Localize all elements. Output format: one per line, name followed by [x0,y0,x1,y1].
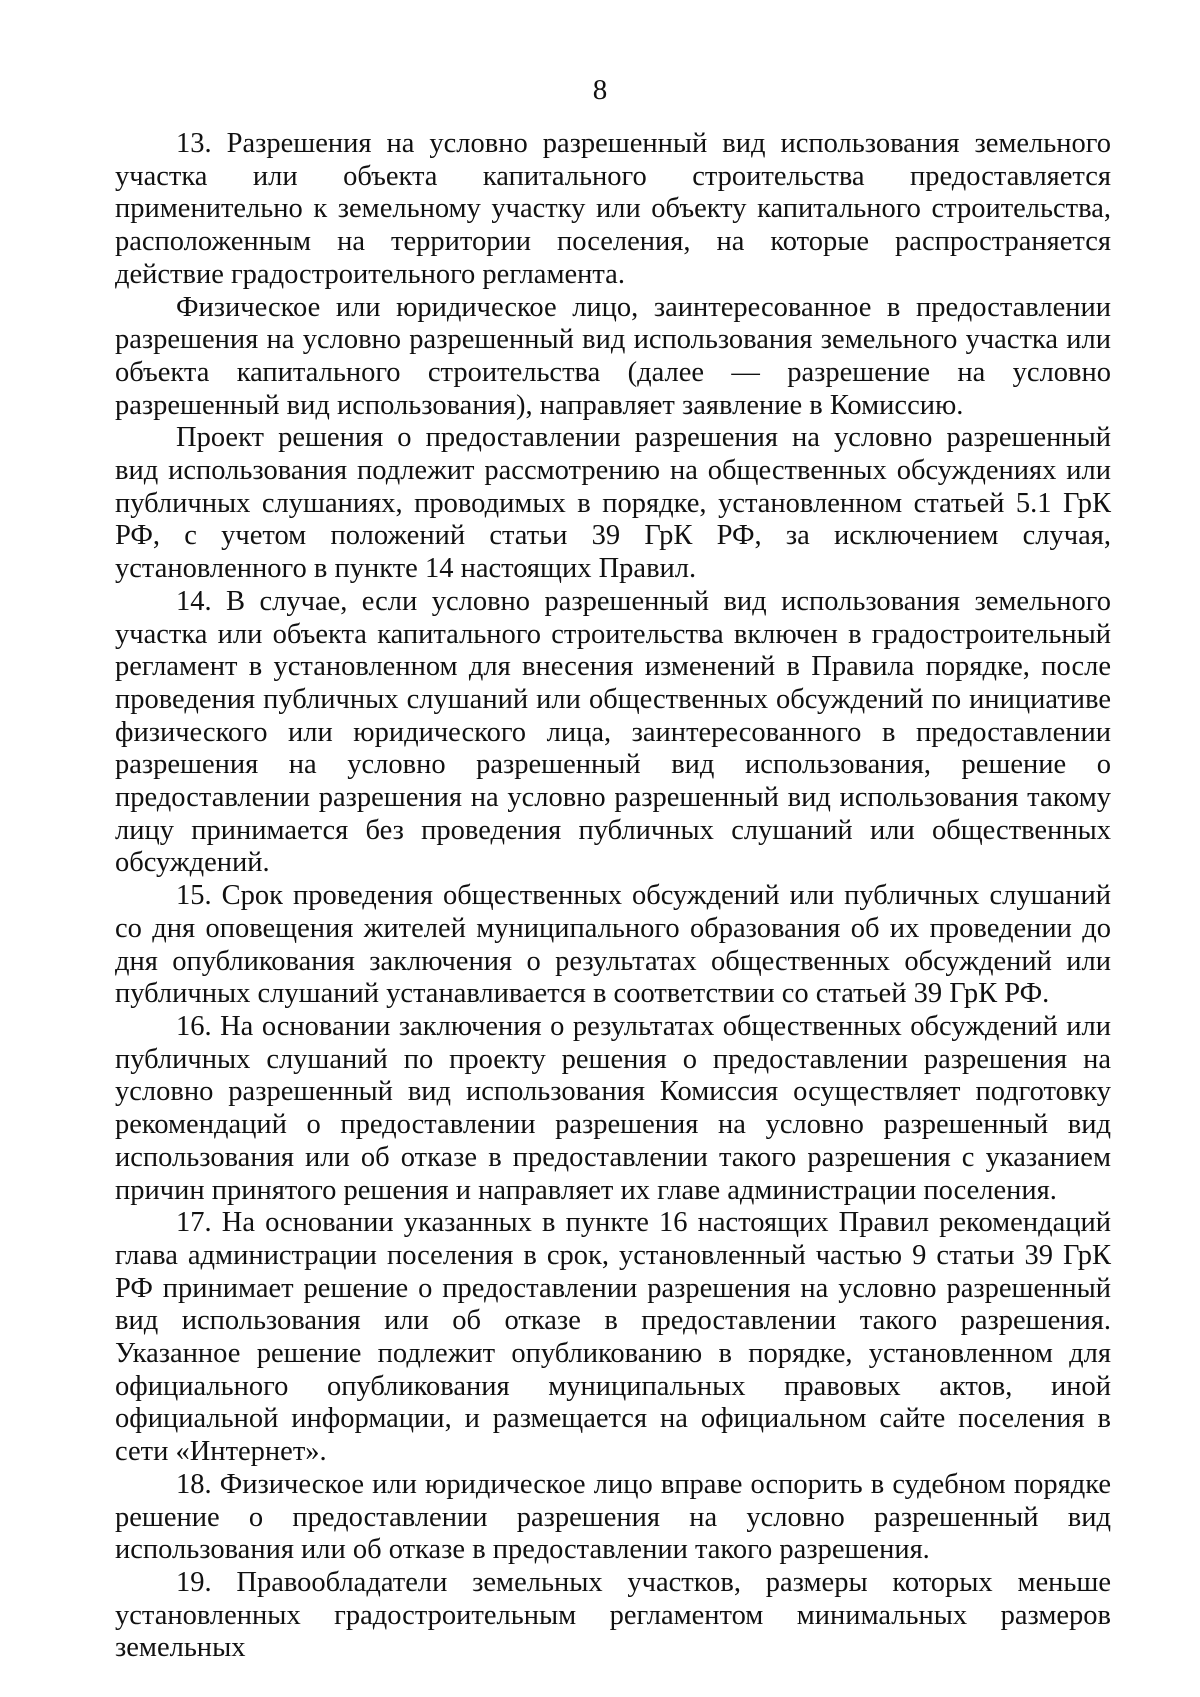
paragraph-13-project: Проект решения о предоставлении разрешения на условно разрешенный вид использования подлежит рассмотрению на общественных обсуждениях или публичных слушаниях, проводимых в порядке, установленном статьей 5.1 ГрК РФ, с учетом положений статьи 39 ГрК РФ, за исключением случая, установленного в пункте 14 настоящих Правил. [115,422,1111,585]
paragraph-13-applicant: Физическое или юридическое лицо, заинтересованное в предоставлении разрешения на условно разрешенный вид использования земельного участка или объекта капитального строительства (далее — разрешение на условно разрешенный вид использования), направляет заявление в Комиссию. [115,291,1111,421]
paragraph-13: 13. Разрешения на условно разрешенный вид использования земельного участка или объекта капитального строительства предоставляется применительно к земельному участку или объекту капитального строительства, расположенным на территории поселения, на которые распространяется действие градостроительного регламента. [115,128,1111,290]
paragraph-14: 14. В случае, если условно разрешенный вид использования земельного участка или объекта капитального строительства включен в градостроительный регламент в установленном для внесения изменений в Правила порядке, после проведения публичных слушаний или общественных обсуждений по инициативе физического или юридического лица, заинтересованного в предоставлении разрешения на условно разрешенный вид использования, решение о предоставлении разрешения на условно разрешенный вид использования такому лицу принимается без проведения публичных слушаний или общественных обсуждений. [115,585,1111,879]
paragraph-19: 19. Правообладатели земельных участков, размеры которых меньше установленных градостроительным регламентом минимальных размеров земельных [115,1566,1111,1664]
page-number: 8 [592,74,608,106]
paragraph-15: 15. Срок проведения общественных обсуждений или публичных слушаний со дня оповещения жителей муниципального образования об их проведении до дня опубликования заключения о результатах общественных обсуждений или публичных слушаний устанавливается в соответствии со статьей 39 ГрК РФ. [115,880,1111,1010]
paragraph-17: 17. На основании указанных в пункте 16 настоящих Правил рекомендаций глава администрации поселения в срок, установленный частью 9 статьи 39 ГрК РФ принимает решение о предоставлении разрешения на условно разрешенный вид использования или об отказе в предоставлении такого разрешения. Указанное решение подлежит опубликованию в порядке, установленном для официального опубликования муниципальных правовых актов, иной официальной информации, и размещается на официальном сайте поселения в сети «Интернет». [115,1207,1111,1468]
paragraph-18: 18. Физическое или юридическое лицо вправе оспорить в судебном порядке решение о предоставлении разрешения на условно разрешенный вид использования или об отказе в предоставлении такого разрешения. [115,1468,1111,1566]
paragraph-16: 16. На основании заключения о результатах общественных обсуждений или публичных слушаний по проекту решения о предоставлении разрешения на условно разрешенный вид использования Комиссия осуществляет подготовку рекомендаций о предоставлении разрешения на условно разрешенный вид использования или об отказе в предоставлении такого разрешения с указанием причин принятого решения и направляет их главе администрации поселения. [115,1010,1111,1206]
document-body [115,128,1111,1665]
